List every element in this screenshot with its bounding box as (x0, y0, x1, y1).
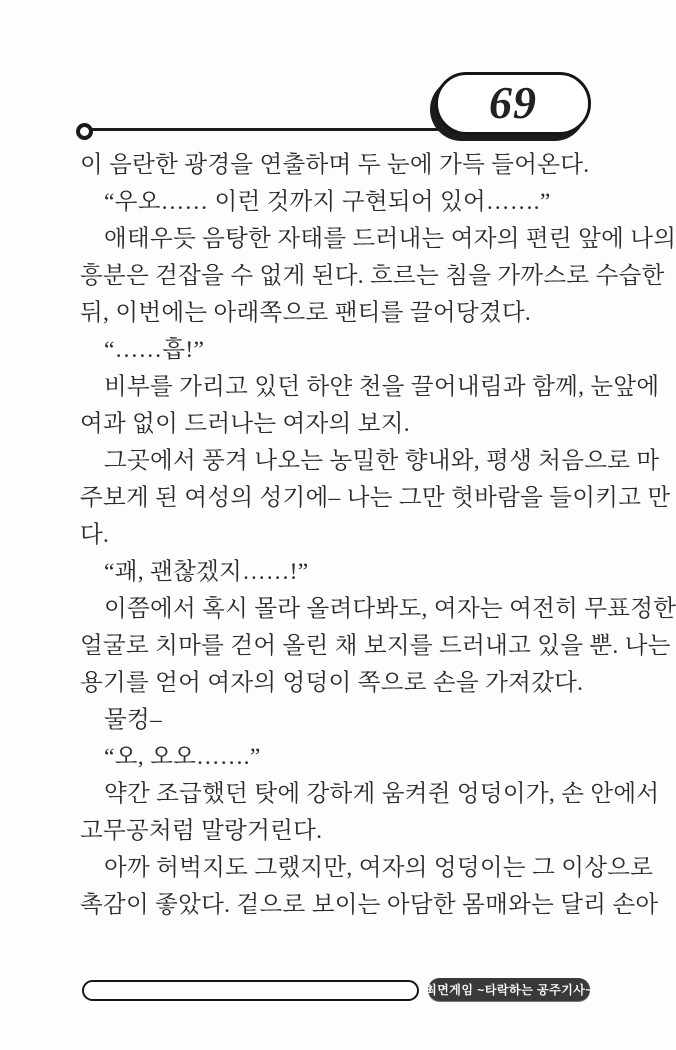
text-line: 비부를 가리고 있던 하얀 천을 끌어내림과 함께, 눈앞에 (104, 374, 660, 400)
text-line: 촉감이 좋았다. 겉으로 보이는 아담한 몸매와는 달리 손아 (80, 892, 659, 918)
text-line: 약간 조급했던 탓에 강하게 움켜쥔 엉덩이가, 손 안에서 (104, 781, 660, 807)
footer-series-badge (425, 978, 593, 1001)
text-line: 주보게 된 여성의 성기에– 나는 그만 헛바람을 들이키고 만 (80, 485, 671, 511)
text-line: “오, 오오…….” (104, 744, 261, 770)
text-line: 이 음란한 광경을 연출하며 두 눈에 가득 들어온다. (80, 152, 590, 178)
text-line: 그곳에서 풍겨 나오는 농밀한 향내와, 평생 처음으로 마 (104, 448, 660, 474)
text-line: “……흡!” (104, 337, 205, 363)
text-line: 용기를 얻어 여자의 엉덩이 쪽으로 손을 가져갔다. (80, 670, 584, 696)
text-line: 여과 없이 드러나는 여자의 보지. (80, 411, 410, 437)
text-line: 이쯤에서 혹시 몰라 올려다봐도, 여자는 여전히 무표정한 (104, 596, 676, 622)
text-line: 흥분은 걷잡을 수 없게 된다. 흐르는 침을 가까스로 수습한 (80, 263, 665, 289)
text-line: 얼굴로 치마를 걷어 올린 채 보지를 드러내고 있을 뿐. 나는 (80, 633, 671, 659)
text-line: 고무공처럼 말랑거린다. (80, 818, 323, 844)
body-text (80, 147, 676, 924)
footer-slug-box (82, 980, 419, 1001)
text-line: 물컹– (104, 707, 163, 733)
text-line: 애태우듯 음탕한 자태를 드러내는 여자의 편린 앞에 나의 (104, 226, 676, 252)
text-line: “괘, 괜찮겠지……!” (104, 559, 309, 585)
header-ring-icon (76, 123, 93, 140)
footer-series-title: 최면게임 ~타락하는 공주기사~ (425, 983, 593, 997)
text-line: 아까 허벅지도 그랬지만, 여자의 엉덩이는 그 이상으로 (104, 855, 654, 881)
text-line: 다. (80, 522, 110, 548)
header-rule-line (88, 128, 458, 131)
text-line: 뒤, 이번에는 아래쪽으로 팬티를 끌어당겼다. (80, 300, 532, 326)
page-number: 69 (489, 77, 537, 128)
text-line: “우오…… 이런 것까지 구현되어 있어…….” (104, 189, 551, 215)
page-number-pill (435, 72, 591, 135)
